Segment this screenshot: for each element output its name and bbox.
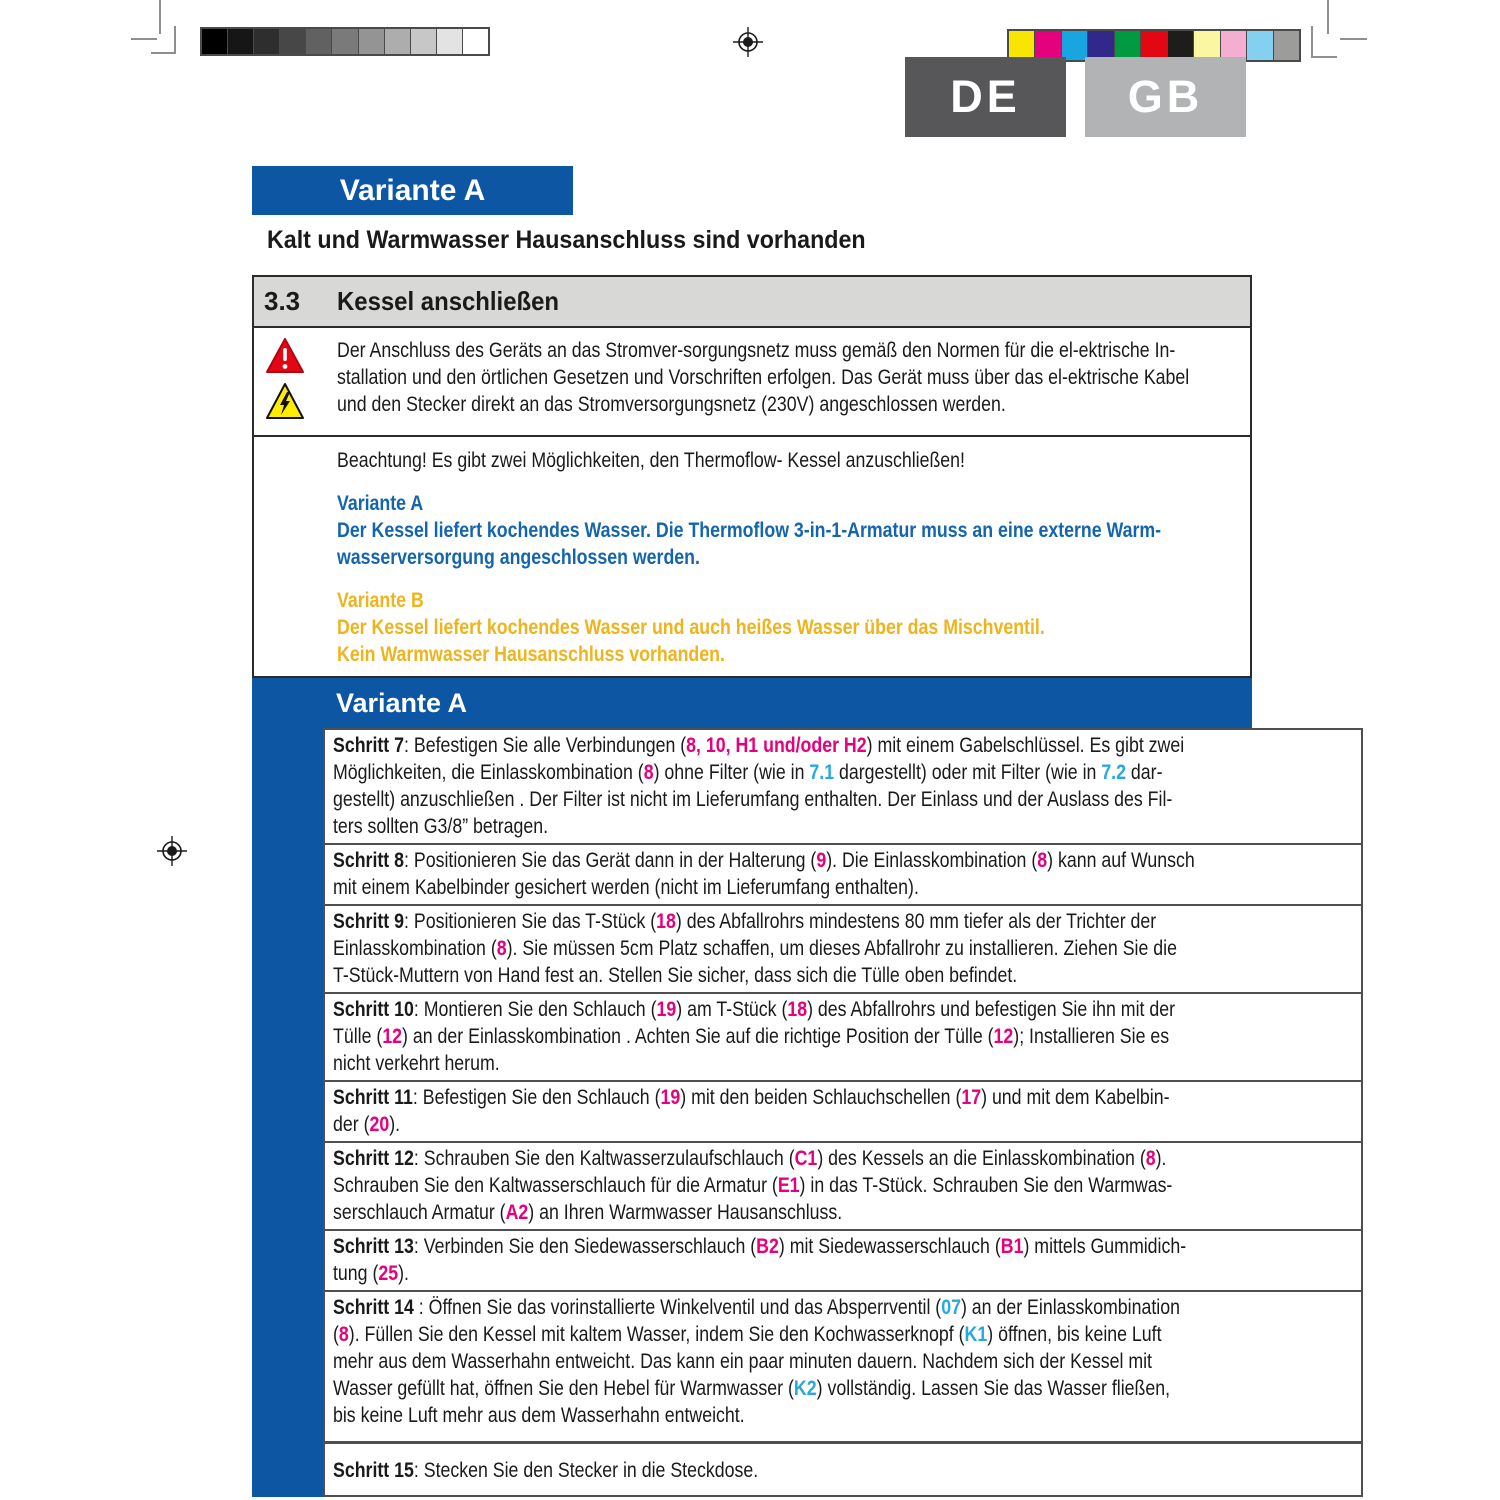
step-row [323,904,1363,994]
step-line: Schritt 14 : Öffnen Sie das vorinstallierte Winkelventil und das Absperrventil (07) an der Einlasskombination [333,1296,1180,1319]
grayscale-swatch [411,29,437,54]
warning-line: Der Anschluss des Geräts an das Stromver-sorgungsnetz muss gemäß den Normen für die el-ektrische In- [337,339,1176,362]
step-row [323,992,1363,1082]
variant-badge [252,166,573,215]
steps-body [252,728,1252,1497]
step-line: Möglichkeiten, die Einlasskombination (8) ohne Filter (wie in 7.1 dargestellt) oder mit Filter (wie in 7.2 dar- [333,761,1163,784]
warning-row [254,326,1250,435]
color-swatch [1274,31,1299,60]
step-line: bis keine Luft mehr aus dem Wasserhahn entweicht. [333,1404,745,1427]
step-line: Einlasskombination (8). Sie müssen 5cm Platz schaffen, um dieses Abfallrohr zu installieren. Ziehen Sie die [333,937,1177,960]
grayscale-swatch [306,29,332,54]
language-tab-de[interactable] [905,57,1066,137]
grayscale-swatch [359,29,385,54]
step-line: T-Stück-Muttern von Hand fest an. Stellen Sie sicher, dass sich die Tülle oben befindet. [333,964,1018,987]
crop-mark [1311,26,1337,58]
page-subtitle: Kalt und Warmwasser Hausanschluss sind vorhanden [267,226,866,254]
exclamation-triangle-icon [265,337,337,379]
step-row [323,1080,1363,1143]
warning-line: stallation und den örtlichen Gesetzen und Vorschriften erfolgen. Das Gerät muss über das el-ektrische Kabel [337,366,1190,389]
language-tab-gb-label: GB [1127,71,1204,122]
registration-target-icon [733,27,763,57]
step-line: Schritt 7: Befestigen Sie alle Verbindungen (8, 10, H1 und/oder H2) mit einem Gabelschlüssel. Es gibt zwei [333,734,1185,757]
color-swatch [1141,31,1167,60]
grayscale-swatch [228,29,254,54]
step-line: Wasser gefüllt hat, öffnen Sie den Hebel für Warmwasser (K2) vollständig. Lassen Sie das Wasser fließen, [333,1377,1171,1400]
warning-text [337,337,1346,425]
step-line: mit einem Kabelbinder gesichert werden (nicht im Lieferumfang enthalten). [333,876,919,899]
step-line: Tülle (12) an der Einlasskombination . Achten Sie auf die richtige Position der Tülle (12); Installieren Sie es [333,1025,1170,1048]
step-line: Schrauben Sie den Kaltwasserschlauch für die Armatur (E1) in das T-Stück. Schrauben Sie den Warmwas- [333,1174,1173,1197]
step-line: Schritt 8: Positionieren Sie das Gerät dann in der Halterung (9). Die Einlasskombination (8) kann auf Wunsch [333,849,1195,872]
grayscale-swatch [254,29,280,54]
color-swatch [1168,31,1194,60]
color-swatch [1009,31,1035,60]
step-line: Schritt 9: Positionieren Sie das T-Stück (18) des Abfallrohrs mindestens 80 mm tiefer als der Trichter der [333,910,1157,933]
grayscale-swatch [332,29,358,54]
note-row [254,435,1250,676]
color-swatch [1221,31,1247,60]
note-spacer [337,571,1250,587]
lightning-triangle-icon [265,382,337,425]
warning-icons [254,337,337,425]
grayscale-calibration-bar [200,27,490,56]
step-line: der (20). [333,1113,401,1136]
steps-section-title: Variante A [336,687,468,718]
grayscale-swatch [385,29,411,54]
step-row [323,843,1363,906]
steps-section [252,678,1252,1497]
language-tab-de-label: DE [950,71,1021,122]
section-table [252,275,1252,678]
section-header-row [254,277,1250,326]
step-line: ters sollten G3/8” betragen. [333,815,549,838]
warning-line: und den Stecker direkt an das Stromversorgungsnetz (230V) angeschlossen werden. [337,393,1006,416]
step-line: tung (25). [333,1262,409,1285]
note-line: Der Kessel liefert kochendes Wasser. Die Thermoflow 3-in-1-Armatur muss an eine externe Warm- [337,519,1162,542]
step-row [323,1441,1363,1497]
grayscale-swatch [437,29,463,54]
steps-section-title-bar [252,678,1252,728]
step-line: nicht verkehrt herum. [333,1052,500,1075]
note-line: Beachtung! Es gibt zwei Möglichkeiten, den Thermoflow- Kessel anzuschließen! [337,449,965,472]
crop-mark [1340,38,1367,40]
step-line: gestellt) anzuschließen . Der Filter ist nicht im Lieferumfang enthalten. Der Einlass und der Auslass des Fil- [333,788,1173,811]
color-swatch [1035,31,1061,60]
note-line: Variante B [337,589,424,612]
grayscale-swatch [280,29,306,54]
crop-mark [151,26,176,54]
note-line: Kein Warmwasser Hausanschluss vorhanden. [337,643,725,666]
step-line: Schritt 11: Befestigen Sie den Schlauch (19) mit den beiden Schlauchschellen (17) und mit dem Kabelbin- [333,1086,1170,1109]
step-line: Schritt 13: Verbinden Sie den Siedewasserschlauch (B2) mit Siedewasserschlauch (B1) mittels Gummidich- [333,1235,1187,1258]
section-number: 3.3 [264,286,301,316]
color-swatch [1115,31,1141,60]
note-spacer [337,474,1250,490]
note-line: wasserversorgung angeschlossen werden. [337,546,700,569]
variant-badge-label: Variante A [339,173,486,207]
color-swatch [1194,31,1220,60]
step-line: serschlauch Armatur (A2) an Ihren Warmwasser Hausanschluss. [333,1201,843,1224]
steps-column [323,728,1363,1497]
color-swatch [1088,31,1114,60]
step-line: Schritt 12: Schrauben Sie den Kaltwasserzulaufschlauch (C1) des Kessels an die Einlasskombination (8). [333,1147,1167,1170]
steps-blue-sidebar [252,728,323,1497]
note-line: Variante A [337,492,424,515]
page-content [252,166,1252,1497]
step-line: Schritt 15: Stecken Sie den Stecker in die Steckdose. [333,1459,759,1482]
step-line: mehr aus dem Wasserhahn entweicht. Das kann ein paar minuten dauern. Nachdem sich der Kessel mit [333,1350,1152,1373]
language-tab-gb[interactable] [1085,57,1246,137]
step-line: Schritt 10: Montieren Sie den Schlauch (19) am T-Stück (18) des Abfallrohrs und befestigen Sie ihn mit der [333,998,1176,1021]
section-title: Kessel anschließen [337,286,560,316]
step-row [323,1290,1363,1443]
registration-target-icon [157,836,187,866]
grayscale-swatch [463,29,488,54]
grayscale-swatch [202,29,228,54]
step-row [323,1141,1363,1231]
step-line: (8). Füllen Sie den Kessel mit kaltem Wasser, indem Sie den Kochwasserknopf (K1) öffnen, bis keine Luft [333,1323,1162,1346]
color-swatch [1247,31,1273,60]
note-line: Der Kessel liefert kochendes Wasser und auch heißes Wasser über das Mischventil. [337,616,1045,639]
step-row [323,728,1363,845]
color-swatch [1062,31,1088,60]
note-content [337,447,1250,668]
step-row [323,1229,1363,1292]
